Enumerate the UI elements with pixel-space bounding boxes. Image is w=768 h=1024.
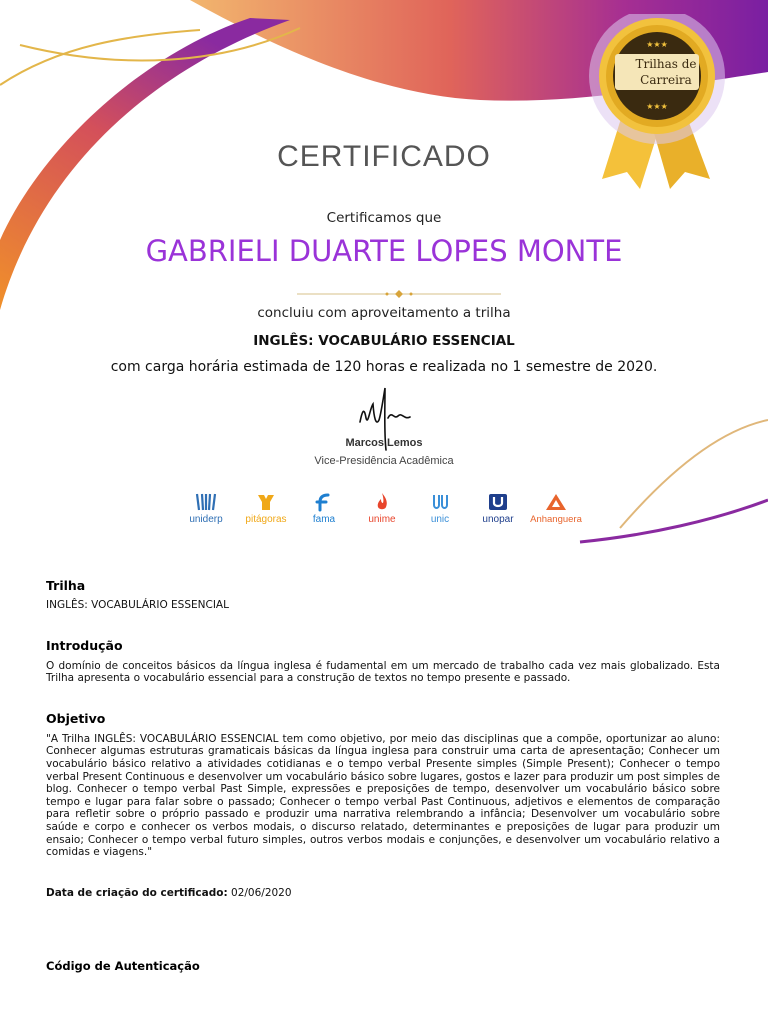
ornament-divider xyxy=(297,290,501,298)
certificate-title: CERTIFICADO xyxy=(277,140,491,173)
creation-date xyxy=(46,887,720,899)
introducao-text: O domínio de conceitos básicos da língua inglesa é fudamental em um mercado de trabalho cada vez mais globalizado. Esta Trilha apresenta o vocabulário essencial para a construção de textos no tempo presente e passado. xyxy=(46,659,720,685)
objetivo-heading: Objetivo xyxy=(46,710,106,726)
purple-curve-right xyxy=(580,500,768,542)
trilha-heading: Trilha xyxy=(46,578,86,593)
track-name: INGLÊS: VOCABULÁRIO ESSENCIAL xyxy=(253,333,515,349)
certificate-details xyxy=(46,560,720,973)
creation-date-value: 02/06/2020 xyxy=(231,886,292,899)
unic-logo: unic xyxy=(410,492,470,525)
seal-text-line2: Carreira xyxy=(640,73,692,87)
seal-text-line1: Trilhas de xyxy=(635,57,697,71)
completion-text: concluiu com aproveitamento a trilha xyxy=(257,305,511,321)
unopar-icon xyxy=(486,492,510,512)
auth-code-heading: Código de Autenticação xyxy=(46,958,200,973)
workload-text: com carga horária estimada de 120 horas e realizada no 1 semestre de 2020. xyxy=(110,359,658,375)
trilha-text: INGLÊS: VOCABULÁRIO ESSENCIAL xyxy=(46,599,229,611)
fama-icon xyxy=(312,492,336,512)
unime-logo: unime xyxy=(352,492,412,525)
introducao-heading: Introdução xyxy=(46,637,123,653)
anhanguera-icon xyxy=(544,492,568,512)
pitagoras-logo: pitágoras xyxy=(236,492,296,525)
recipient-name: GABRIELI DUARTE LOPES MONTE xyxy=(145,234,623,268)
anhanguera-logo: Anhanguera xyxy=(526,492,586,525)
uniderp-logo: uniderp xyxy=(176,492,236,525)
certificate-intro: Certificamos que xyxy=(326,210,442,226)
svg-text:★★★: ★★★ xyxy=(646,40,668,49)
unime-flame-icon xyxy=(370,492,394,512)
unic-icon xyxy=(428,492,452,512)
signer-name: Marcos Lemos xyxy=(345,437,423,449)
creation-date-label: Data de criação do certificado: xyxy=(46,886,228,899)
svg-text:★★★: ★★★ xyxy=(646,102,668,111)
unopar-logo: unopar xyxy=(468,492,528,525)
fama-logo: fama xyxy=(294,492,354,525)
uniderp-icon xyxy=(194,492,218,512)
pitagoras-icon xyxy=(254,492,278,512)
objetivo-text: "A Trilha INGLÊS: VOCABULÁRIO ESSENCIAL tem como objetivo, por meio das disciplinas que a compõe, oportunizar ao aluno: Conhecer algumas estruturas gramaticais básicas da língua inglesa para construir uma carta de apresentação; Conhecer um vocabulário básico relativo a atividades cotidianas e o tempo verbal Presente simples (Simple Present); Conhecer o tempo verbal Present Continuous e desenvolver um vocabulário básico sobre lugares, gostos e lazer para produzir um post simples de blog. Conhecer o tempo verbal Past Simple, expressões e preposições de tempo, desenvolver um vocabulário básico sobre tempo e lugar para falar sobre o passado; Conhecer o tempo verbal Past Continuous, adjetivos e elementos de comparação para refletir sobre o próprio passado e produzir uma narrativa relembrando a infância; Desenvolver um vocabulário sobre saúde e corpo e conhecer os verbos modais, o discurso relatado, determinantes e preposições de lugar para produzir um ensaio; Conhecer o tempo verbal futuro simples, outros verbos modais e conjunções, e desenvolver um vocabulário relativo a comidas e viagens." xyxy=(46,732,720,859)
signer-role: Vice-Presidência Acadêmica xyxy=(314,455,454,467)
